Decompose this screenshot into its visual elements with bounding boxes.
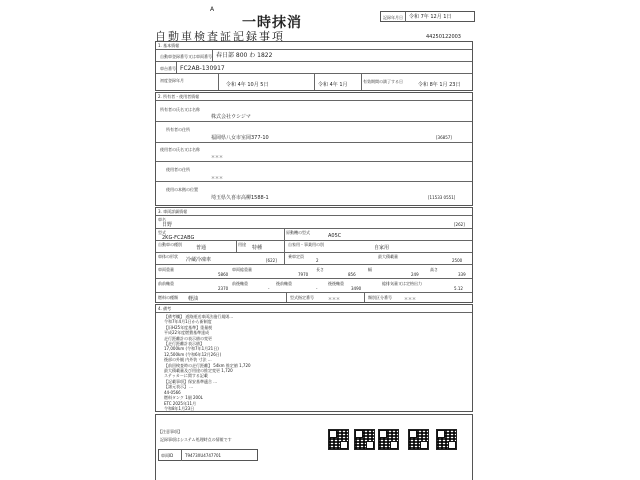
type-label: 自動車の種別 — [158, 242, 182, 247]
inspection-certificate — [150, 0, 475, 480]
body-label: 車体の形状 — [158, 254, 178, 259]
qr-code-3 — [378, 429, 399, 450]
remark-line: 12,500km (令和6年12月26日) — [164, 351, 222, 357]
footer-note: 記録事項はシステム処理時点の情報です — [160, 437, 232, 442]
date2-value: 令和 4年 1月 — [318, 82, 348, 88]
user-addr-value: ＊＊＊ — [211, 175, 223, 180]
max-load-value: 2500 — [452, 258, 463, 263]
displacement-value: 5.12 — [454, 286, 463, 291]
remark-line: 44-0566 — [164, 389, 181, 395]
footer-section-title: 【注意事項】 — [158, 429, 182, 434]
remark-line: 最大積載量及び用途の推定変更 1,720 — [164, 368, 233, 374]
fuel-label: 燃料の種類 — [158, 295, 178, 300]
remark-line: 【前回検査時の走行距離】 54km 推定値 1,720 — [164, 362, 251, 368]
remark-line: 【記載事項】保安基準適合 ... — [164, 378, 218, 384]
basic-info-section — [155, 41, 473, 91]
remark-line: ステッカーに関する記載 — [164, 373, 208, 379]
date-box — [380, 11, 475, 22]
remark-line: 【諸元表示】 ... — [164, 384, 194, 390]
body-code: [622] — [266, 258, 277, 263]
user-name-label: 使用者の氏名又は名称 — [160, 147, 200, 152]
class-value: ＊＊＊ — [404, 296, 416, 301]
rear-front-value: - — [316, 286, 318, 291]
length-value: 856 — [348, 272, 356, 277]
owner-addr-label: 所有者の住所 — [166, 127, 190, 132]
remark-line: 平成22年度燃費基準達成 — [164, 330, 210, 336]
reg-label: 自動車登録番号又は車両番号 — [160, 54, 212, 59]
owner-section — [155, 92, 473, 206]
vehicle-id-value: T9473XU4747701 — [185, 453, 222, 458]
remark-line: 17,000km (令和7年1月21日) — [164, 346, 219, 352]
vehicle-id-box — [158, 449, 258, 461]
chassis-value: FC2AB-130917 — [180, 65, 225, 72]
approval-value: ＊＊＊ — [328, 296, 340, 301]
remark-line: ETC 2025年11月 — [164, 400, 197, 406]
remark-line: 【備考欄】 道路運送車両法施行規則... — [164, 314, 234, 319]
base-value: 埼玉県久喜市高柳1588-1 — [211, 195, 269, 201]
footer-section — [155, 414, 473, 480]
base-label: 使用の本拠の位置 — [166, 187, 198, 192]
user-addr-label: 使用者の住所 — [166, 167, 190, 172]
height-value: 339 — [458, 272, 466, 277]
remarks-section — [155, 304, 473, 412]
remarks-list — [164, 314, 251, 411]
front-rear-label: 前後軸重 — [232, 281, 248, 286]
remarks-section-title: 4. 備考 — [158, 306, 172, 311]
purpose-label: 自家用・事業用の別 — [288, 242, 324, 247]
qr-code-5 — [436, 429, 457, 450]
qr-code-1 — [328, 429, 349, 450]
remark-line: 燃料タンク 1個 200L — [164, 395, 203, 401]
weight-value: 5860 — [218, 272, 229, 277]
expiry-value: 令和 8年 1月 23日 — [418, 82, 461, 88]
engine-value: A05C — [328, 233, 342, 239]
first-reg-label: 初度登録年月 — [160, 78, 184, 83]
front-axle-label: 前前軸重 — [158, 281, 174, 286]
owner-name-value: 株式会社ウシジマ — [211, 114, 251, 120]
front-axle-value: 2370 — [218, 286, 229, 291]
maker-code: [262] — [454, 222, 465, 227]
remark-line: 令和7年4月1日から新制度 — [164, 319, 212, 325]
capacity-value: 2 — [316, 258, 319, 263]
use-label: 用途 — [238, 242, 246, 247]
width-label: 幅 — [368, 267, 372, 272]
page-title: 自動車検査証記録事項 — [155, 30, 285, 43]
remark-line: 【走行距離計表示値】 — [164, 341, 204, 347]
gross-label: 車両総重量 — [232, 267, 252, 272]
basic-section-title: 1. 基本情報 — [158, 43, 180, 48]
weight-label: 車両重量 — [158, 267, 174, 272]
use-value: 特種 — [252, 245, 263, 251]
owner-code: [36857] — [436, 135, 452, 140]
width-value: 249 — [411, 272, 419, 277]
maker-value: 日野 — [162, 222, 173, 228]
date-label: 記録年月日 — [383, 15, 403, 20]
qr-code-4 — [408, 429, 429, 450]
owner-section-title: 2. 所有者・使用者情報 — [158, 94, 200, 99]
qr-code-2 — [354, 429, 375, 450]
type-value: 普通 — [196, 245, 207, 251]
letter-a: A — [210, 6, 215, 13]
class-label: 類別区分番号 — [368, 295, 392, 300]
vehicle-section — [155, 207, 473, 303]
model-value: 2KG-FC2ABG — [162, 235, 195, 241]
rear-front-label: 後前軸重 — [276, 281, 292, 286]
rear-axle-value: 3490 — [351, 286, 362, 291]
first-reg-value: 令和 4年 10月 5日 — [226, 82, 269, 88]
purpose-value: 自家用 — [374, 245, 390, 251]
base-code: [11533 0551] — [428, 195, 456, 200]
vehicle-id-label: 車両ID — [161, 453, 174, 458]
length-label: 長さ — [316, 267, 324, 272]
capacity-label: 乗車定員 — [288, 254, 304, 259]
remark-line: 走行距離計の表示値の変更 — [164, 335, 212, 341]
date-value: 令和 7年 12月 1日 — [409, 14, 452, 20]
fuel-value: 軽油 — [188, 296, 199, 302]
max-load-label: 最大積載量 — [378, 254, 398, 259]
front-rear-value: - — [268, 286, 270, 291]
engine-label: 原動機の型式 — [286, 230, 310, 235]
vehicle-section-title: 3. 車両詳細情報 — [158, 209, 188, 214]
remark-line: 令和8年1月23日 — [164, 405, 195, 411]
reg-value: 春日部 800 わ 1822 — [216, 52, 273, 59]
gross-value: 7970 — [298, 272, 309, 277]
displacement-label: 総排気量又は定格出力 — [382, 281, 422, 286]
expiry-label: 有効期間の満了する日 — [363, 79, 403, 84]
user-name-value: ＊＊＊ — [211, 154, 223, 159]
body-value: 冷蔵冷凍車 — [186, 257, 212, 263]
rear-axle-label: 後後軸重 — [328, 281, 344, 286]
chassis-label: 車台番号 — [160, 66, 176, 71]
owner-name-label: 所有者の氏名又は名称 — [160, 107, 200, 112]
maker-label: 車名 — [158, 217, 166, 222]
serial-number: 44250122003 — [426, 34, 461, 40]
remark-line: 【旧H25年度基準】重量税 — [164, 324, 213, 330]
owner-addr-value: 福岡県八女市室岡377-10 — [211, 135, 269, 141]
approval-label: 型式指定番号 — [290, 295, 314, 300]
model-label: 型式 — [158, 230, 166, 235]
stamp-temporary-cancel: 一時抹消 — [242, 15, 302, 31]
remark-line: 後部の外観 内外装 寸法 ... — [164, 357, 212, 363]
height-label: 高さ — [430, 267, 438, 272]
